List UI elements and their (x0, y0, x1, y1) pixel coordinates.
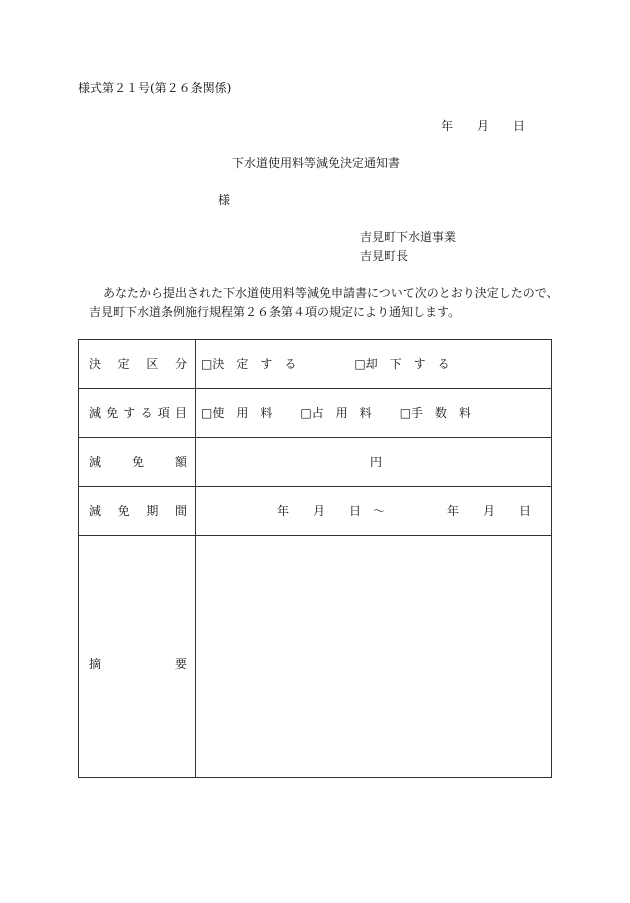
period-end-date: 年 月 日 (447, 504, 532, 518)
notes-label-char: 要 (174, 656, 187, 671)
exemption-items-row (79, 389, 552, 438)
decision-label-char: 分 (174, 357, 187, 371)
approve-checkbox[interactable]: □決 定 す る (201, 357, 297, 371)
period-label-char: 期 (146, 504, 159, 518)
amount-label-char: 減 (89, 455, 102, 469)
issuer-organization: 吉見町下水道事業 (360, 230, 457, 244)
issue-date-line: 年 月 日 (441, 119, 526, 133)
decision-label-char: 区 (146, 357, 159, 371)
exemption-amount-label (79, 438, 196, 487)
body-text-line-2: 吉見町下水道条例施行規程第２６条第４項の規定により通知します。 (89, 305, 461, 319)
decision-label (79, 340, 196, 389)
exemption-period-field[interactable] (196, 487, 552, 536)
body-text-line-1: あなたから提出された下水道使用料等減免申請書について次のとおり決定したので、 (103, 286, 559, 300)
usage-fee-checkbox[interactable]: □使 用 料 (201, 406, 273, 420)
exemption-period-row (79, 487, 552, 536)
decision-row (79, 340, 552, 389)
document-title: 下水道使用料等減免決定通知書 (232, 156, 401, 170)
exemption-amount-row (79, 438, 552, 487)
exemption-items-label (79, 389, 196, 438)
addressee-suffix: 様 (218, 193, 231, 207)
yen-unit: 円 (369, 455, 382, 469)
items-label-char: す (123, 406, 136, 420)
amount-label-char: 免 (131, 455, 144, 469)
exemption-period-label (79, 487, 196, 536)
occupancy-fee-checkbox[interactable]: □占 用 料 (300, 406, 372, 420)
items-label-char: 項 (157, 406, 170, 420)
notes-label-char: 摘 (89, 656, 102, 671)
notes-label (79, 536, 196, 778)
period-label-char: 間 (174, 504, 187, 518)
period-label-char: 免 (117, 504, 130, 518)
exemption-amount-field[interactable] (196, 438, 552, 487)
decision-label-char: 決 (89, 357, 102, 371)
exemption-items-value (196, 389, 552, 438)
notes-row (79, 536, 552, 778)
reject-checkbox[interactable]: □却 下 す る (354, 357, 450, 371)
items-label-char: る (140, 406, 153, 420)
issuer-title: 吉見町長 (360, 249, 409, 263)
decision-label-char: 定 (117, 357, 130, 371)
amount-label-char: 額 (174, 455, 187, 469)
notes-field[interactable] (196, 536, 552, 778)
form-number: 様式第２１号(第２６条関係) (78, 81, 232, 95)
items-label-char: 減 (89, 406, 102, 420)
period-start-date: 年 月 日 〜 (277, 504, 386, 518)
period-label-char: 減 (89, 504, 102, 518)
handling-fee-checkbox[interactable]: □手 数 料 (399, 406, 472, 420)
decision-form-table (78, 339, 552, 778)
items-label-char: 免 (106, 406, 119, 420)
decision-value (196, 340, 552, 389)
items-label-char: 目 (174, 406, 187, 420)
